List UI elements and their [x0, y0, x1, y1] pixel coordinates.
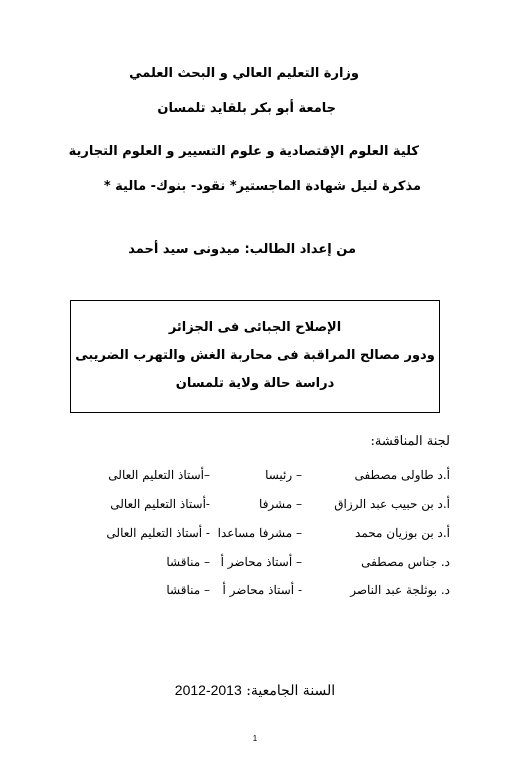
member-role: – مشرفا مساعدا [217, 526, 302, 540]
university-line: جامعة أبو بكر بلقايد تلمسان [157, 101, 336, 116]
ministry-line: وزارة التعليم العالي و البحث العلمي [129, 66, 359, 81]
member-name: د. جناس مصطفى [361, 555, 450, 569]
faculty-line: كلية العلوم الإقتصادية و علوم التسيير و العلوم التجارية [68, 144, 419, 159]
member-role: – رئيسا [265, 468, 302, 482]
member-role: – مشرفا [259, 497, 302, 511]
member-name: أ.د بن بوزيان محمد [355, 526, 450, 540]
member-role: - أستاذ محاضر أ [222, 583, 302, 597]
member-rank: - أستاذ التعليم العالى [106, 526, 210, 540]
member-name: د. بوثلجة عبد الناصر [350, 583, 450, 597]
member-rank: – مناقشا [166, 583, 210, 597]
academic-year-label: السنة الجامعية: [246, 683, 336, 699]
committee-heading: لجنة المناقشة: [370, 434, 450, 449]
committee-row [60, 555, 450, 575]
committee-row [60, 468, 450, 488]
member-rank: –أستاذ التعليم العالى [108, 468, 210, 482]
page-number: 1 [252, 734, 258, 743]
title-line-1: الإصلاح الجبائى فى الجزائر [168, 320, 342, 335]
member-rank: -أستاذ التعليم العالى [110, 497, 210, 511]
title-line-2: ودور مصالح المراقبة فى محاربة الغش والتهرب الضريبى [75, 348, 435, 363]
thesis-line: مذكرة لنيل شهادة الماجستير* نقود- بنوك- مالية * [103, 179, 421, 194]
committee-row [60, 583, 450, 603]
title-box [70, 300, 440, 413]
student-line: من إعداد الطالب: ميدونى سيد أحمد [128, 242, 356, 257]
academic-year [0, 682, 510, 699]
title-line-3: دراسة حالة ولاية تلمسان [175, 376, 335, 391]
member-name: أ.د بن حبيب عبد الرزاق [334, 497, 450, 511]
committee-row [60, 526, 450, 546]
member-role: – أستاذ محاضر أ [220, 555, 302, 569]
member-rank: – مناقشا [166, 555, 210, 569]
academic-year-value: 2012-2013 [174, 682, 242, 698]
committee-row [60, 497, 450, 517]
member-name: أ.د طاولى مصطفى [354, 468, 450, 482]
